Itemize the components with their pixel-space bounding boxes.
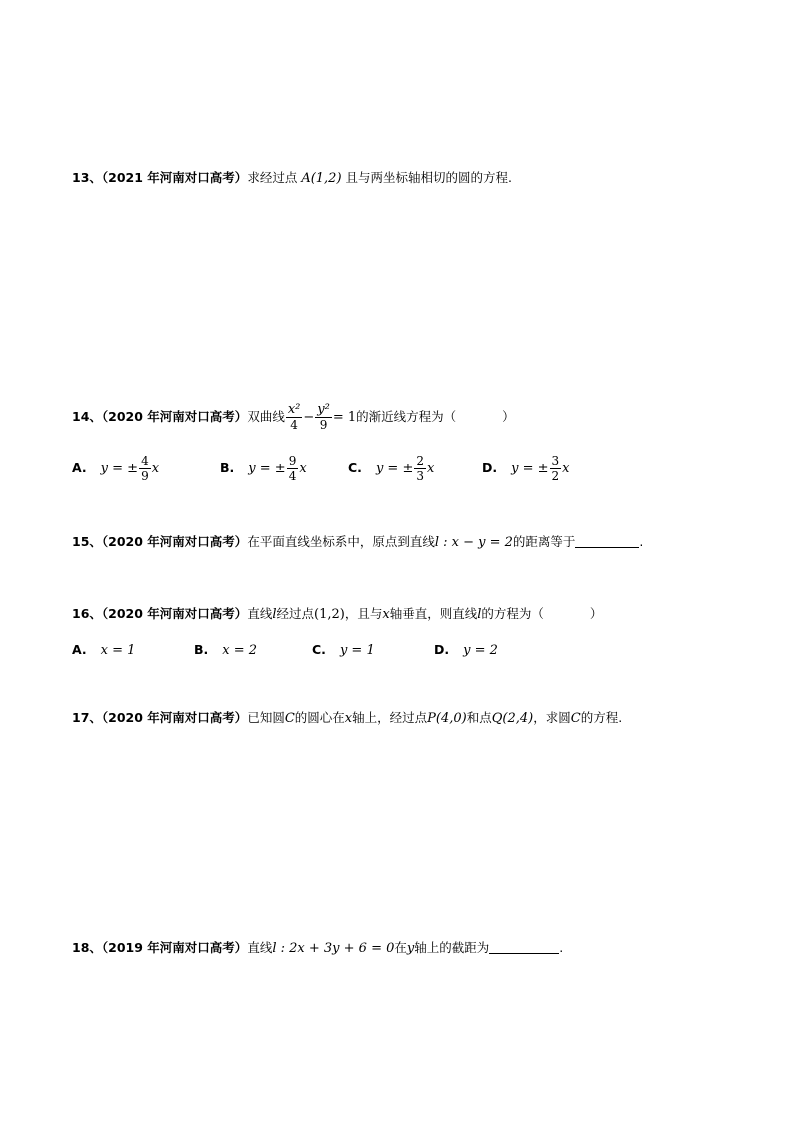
question-15: 15、（2020 年河南对口高考）在平面直线坐标系中，原点到直线l : x − y = 2的距离等于 . <box>72 534 644 550</box>
question-number: 18、 <box>72 940 102 955</box>
question-text: 和点 <box>466 710 492 725</box>
option-a[interactable]: A. y = ± $\frac{4}{9}$ x <box>72 454 160 483</box>
question-text: 双曲线 <box>247 409 285 424</box>
option-c[interactable]: C. y = 1 <box>312 642 375 658</box>
question-number: 13、 <box>72 170 102 185</box>
question-number: 17、 <box>72 710 102 725</box>
question-text: 已知圆 <box>247 710 285 725</box>
question-text: ，求圆 <box>533 710 571 725</box>
question-17: 17、（2020 年河南对口高考）已知圆C的圆心在x轴上，经过点P(4,0)和点Q(2,4)，求圆C的方程. <box>72 710 623 726</box>
point: (1,2) <box>314 607 345 622</box>
question-text: 的方程为（ <box>481 606 544 621</box>
question-13 <box>72 170 512 187</box>
fraction-x2-over-4: $\frac{\text{x²}}{4}$ <box>287 402 301 432</box>
line-equation: l : x − y = 2 <box>434 535 513 550</box>
question-number: 14、 <box>72 409 102 424</box>
fraction-y2-over-9: $\frac{\text{y²}}{9}$ <box>317 402 330 432</box>
option-fraction: $\frac{3}{2}$ <box>551 454 560 483</box>
close-paren: ） <box>502 409 515 424</box>
question-text: 在 <box>394 940 407 955</box>
answer-blank[interactable] <box>489 941 559 954</box>
question-text: 的方程. <box>580 710 623 725</box>
option-fraction: $\frac{2}{3}$ <box>416 454 424 483</box>
question-text: 在平面直线坐标系中，原点到直线 <box>247 534 435 549</box>
question-source: （2021 年河南对口高考） <box>101 170 248 185</box>
question-text: 经过点 <box>276 606 315 621</box>
question-source: （2019 年河南对口高考） <box>101 940 248 955</box>
question-18: 18、（2019 年河南对口高考）直线l : 2x + 3y + 6 = 0在y轴上的截距为 . <box>72 940 564 956</box>
option-fraction: $\frac{4}{9}$ <box>141 454 149 483</box>
question-text: 的渐近线方程为（ <box>356 409 457 424</box>
close-paren: ） <box>589 606 603 621</box>
question-text: 求经过点 <box>247 170 298 185</box>
question-source: （2020 年河南对口高考） <box>101 710 248 725</box>
question-text: 轴上，经过点 <box>352 710 428 725</box>
question-text: 直线 <box>247 940 273 955</box>
question-text: 且与两坐标轴相切的圆的方程. <box>345 170 512 185</box>
question-text: 的距离等于 <box>512 534 576 549</box>
question-source: （2020 年河南对口高考） <box>101 534 248 549</box>
option-a[interactable]: A. x = 1 <box>72 642 136 658</box>
question-source: （2020 年河南对口高考） <box>101 409 248 424</box>
question-14 <box>72 403 515 432</box>
option-b[interactable]: B. x = 2 <box>194 642 258 658</box>
equals-one: = 1 <box>332 410 357 425</box>
point-q: Q(2,4) <box>491 711 534 726</box>
question-16: 16、（2020 年河南对口高考）直线l经过点(1,2)，且与x轴垂直，则直线l的方程为（ ） <box>72 606 603 622</box>
line-equation: l : 2x + 3y + 6 = 0 <box>272 941 395 956</box>
question-text: 的圆心在 <box>294 710 345 725</box>
point-a: A(1,2) <box>301 171 342 186</box>
question-text: 轴上的截距为 <box>414 940 490 955</box>
question-text: ，且与 <box>344 606 383 621</box>
point-p: P(4,0) <box>427 711 467 726</box>
question-source: （2020 年河南对口高考） <box>101 606 248 621</box>
option-d[interactable]: D. y = ± $\frac{3}{2}$ x <box>482 454 570 483</box>
question-number: 16、 <box>72 606 102 621</box>
option-fraction: $\frac{9}{4}$ <box>288 454 297 483</box>
question-number: 15、 <box>72 534 102 549</box>
answer-blank[interactable] <box>575 535 639 548</box>
option-b[interactable]: B. y = ± $\frac{9}{4}$ x <box>220 454 307 483</box>
option-d[interactable]: D. y = 2 <box>434 642 498 658</box>
question-text: 轴垂直，则直线 <box>389 606 478 621</box>
option-c[interactable]: C. y = ± $\frac{2}{3}$ x <box>348 454 435 483</box>
minus-sign: − <box>303 410 315 425</box>
question-text: 直线 <box>247 606 273 621</box>
